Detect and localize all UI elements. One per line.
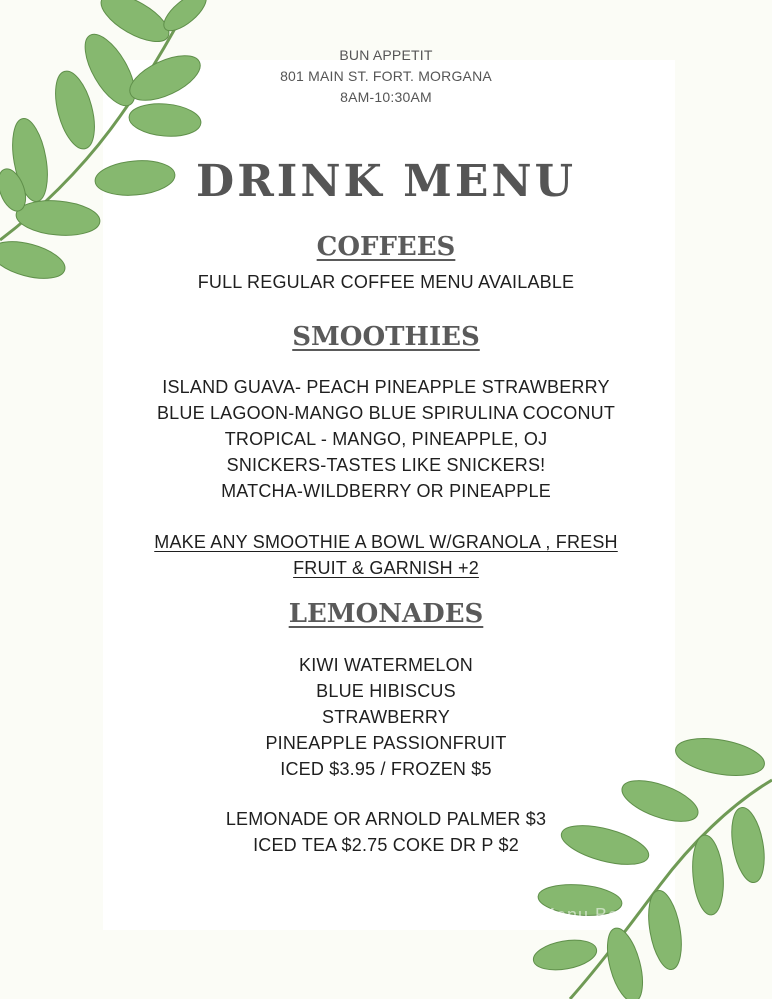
- list-item: ICED $3.95 / FROZEN $5: [280, 759, 492, 779]
- extras-list: [0, 806, 772, 858]
- list-item: STRAWBERRY: [321, 707, 451, 727]
- list-item: MATCHA-WILDBERRY OR PINEAPPLE: [221, 481, 551, 501]
- list-item: KIWI WATERMELON: [299, 655, 473, 675]
- bowl-note-line: FRUIT & GARNISH +2: [293, 558, 479, 578]
- list-item: BLUE HIBISCUS: [316, 681, 456, 701]
- smoothies-list: [0, 374, 772, 504]
- restaurant-address: 801 MAIN ST. FORT. MORGANA: [280, 68, 492, 84]
- list-item: FULL REGULAR COFFEE MENU AVAILABLE: [197, 272, 575, 292]
- watermark: Menu Box: [540, 905, 630, 925]
- list-item: LEMONADE OR ARNOLD PALMER $3: [225, 809, 547, 829]
- lemonades-heading: LEMONADES: [288, 599, 484, 629]
- bowl-note-line: MAKE ANY SMOOTHIE A BOWL W/GRANOLA , FRESH: [154, 532, 618, 552]
- coffees-list: [0, 269, 772, 295]
- list-item: TROPICAL - MANGO, PINEAPPLE, OJ: [224, 429, 548, 449]
- smoothies-heading: SMOOTHIES: [292, 322, 480, 352]
- restaurant-name: BUN APPETIT: [339, 47, 433, 63]
- lemonades-list: [0, 652, 772, 782]
- list-item: SNICKERS-TASTES LIKE SNICKERS!: [226, 455, 546, 475]
- page-title: DRINK MENU: [196, 156, 576, 207]
- restaurant-hours: 8AM-10:30AM: [340, 89, 432, 105]
- list-item: BLUE LAGOON-MANGO BLUE SPIRULINA COCONUT: [156, 403, 616, 423]
- list-item: ICED TEA $2.75 COKE DR P $2: [253, 835, 519, 855]
- coffees-heading: COFFEES: [316, 232, 456, 262]
- list-item: PINEAPPLE PASSIONFRUIT: [265, 733, 507, 753]
- restaurant-info: [0, 45, 772, 108]
- bowl-note: [0, 529, 772, 581]
- list-item: ISLAND GUAVA- PEACH PINEAPPLE STRAWBERRY: [162, 377, 610, 397]
